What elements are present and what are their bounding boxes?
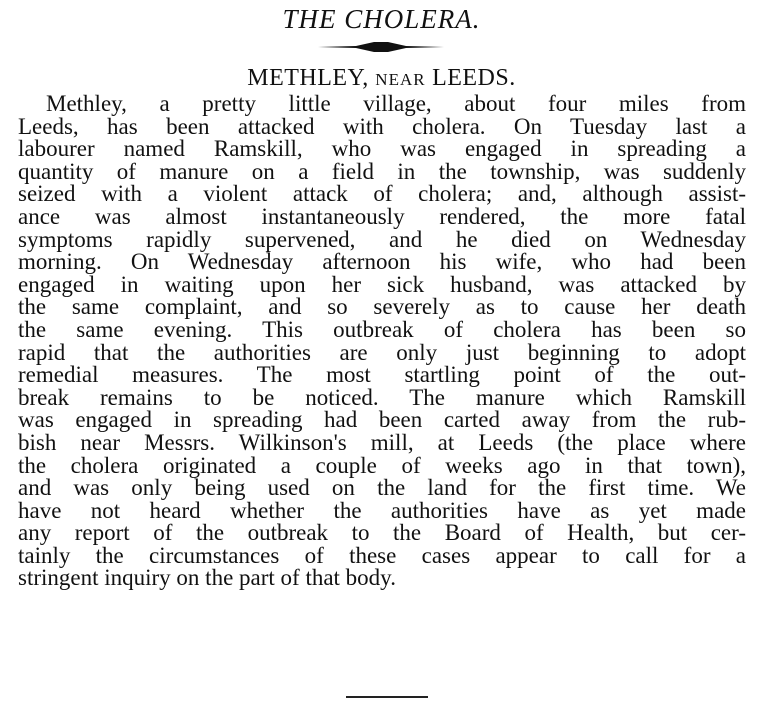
page-title: THE CHOLERA. [282, 4, 481, 34]
article-line: rapid that the authorities are only just beginning to adopt [18, 339, 746, 365]
article-line: symptoms rapidly supervened, and he died on Wednesday [18, 226, 746, 252]
article-line: the cholera originated a couple of weeks ago in that town), [18, 452, 746, 478]
article-line: stringent inquiry on the part of that body. [18, 565, 396, 591]
headline-near: NEAR [375, 70, 426, 89]
article-line: break remains to be noticed. The manure which Ramskill [18, 384, 746, 410]
ornament-divider [316, 40, 446, 54]
article-line: morning. On Wednesday afternoon his wife, who had been [18, 249, 746, 275]
article-headline [0, 64, 763, 94]
article-line: the same evening. This outbreak of cholera has been so [18, 316, 746, 342]
article-line: Methley, a pretty little village, about four miles from [46, 91, 746, 116]
article-line: the same complaint, and so severely as to cause her death [18, 294, 746, 320]
article-line: tainly the circumstances of these cases appear to call for a [18, 542, 746, 568]
article-line: and was only being used on the land for the first time. We [18, 475, 746, 501]
headline-city: LEEDS. [432, 65, 516, 91]
headline-place: METHLEY, [247, 65, 369, 91]
article-line: have not heard whether the authorities have as yet made [18, 497, 746, 523]
article-line: ance was almost instantaneously rendered, the more fatal [18, 203, 746, 229]
article-line: engaged in waiting upon her sick husband, was attacked by [18, 271, 746, 297]
article-line: labourer named Ramskill, who was engaged in spreading a [18, 136, 746, 162]
article-line: seized with a violent attack of cholera; and, although assist- [18, 181, 746, 207]
end-rule [346, 696, 428, 698]
article-line: any report of the outbreak to the Board of Health, but cer- [18, 520, 746, 546]
article-line: remedial measures. The most startling point of the out- [18, 362, 746, 388]
article-line: bish near Messrs. Wilkinson's mill, at Leeds (the place where [18, 429, 746, 455]
article-line: Leeds, has been attacked with cholera. On Tuesday last a [18, 113, 746, 139]
article-body [18, 93, 746, 590]
article-line: quantity of manure on a field in the township, was suddenly [18, 158, 746, 184]
article-line: was engaged in spreading had been carted away from the rub- [18, 407, 746, 433]
